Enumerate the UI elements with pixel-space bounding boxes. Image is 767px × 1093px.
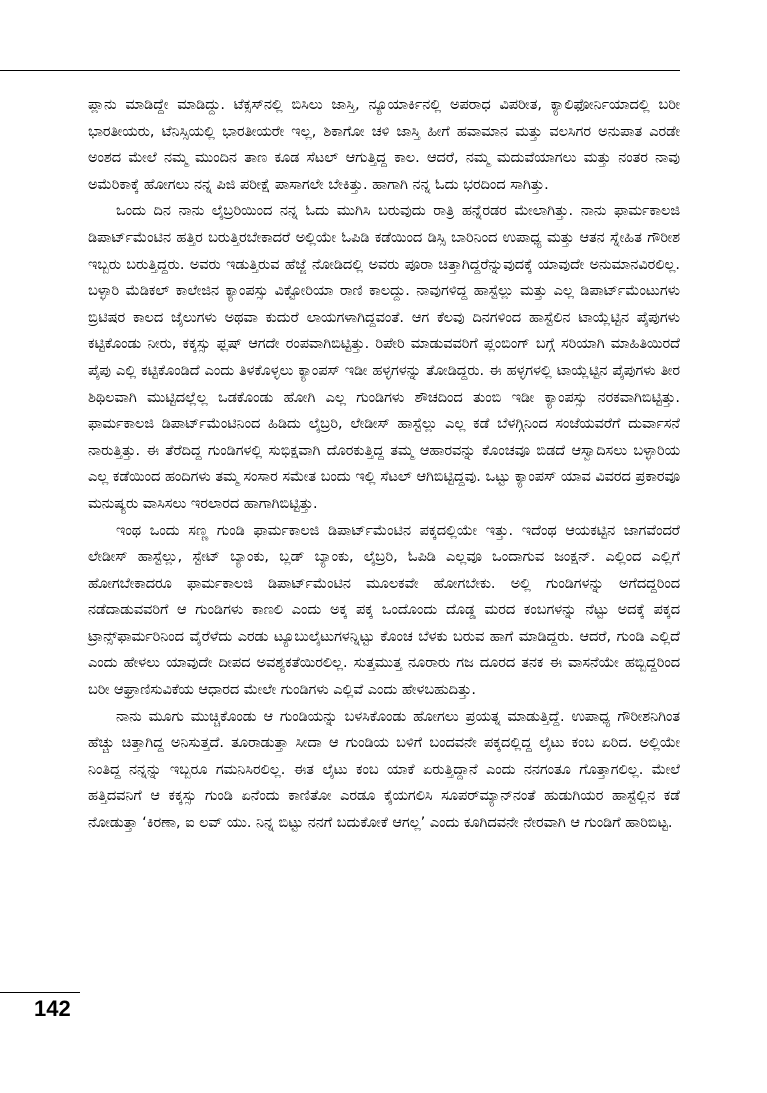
header-rule [0, 70, 680, 71]
paragraph-4: ನಾನು ಮೂಗು ಮುಚ್ಚಿಕೊಂಡು ಆ ಗುಂಡಿಯನ್ನು ಬಳಸಿಕೊಂಡು ಹೋಗಲು ಪ್ರಯತ್ನ ಮಾಡುತ್ತಿದ್ದೆ. ಉಪಾಧ್ಯ ಗೌರೀಶನಿಗಿಂತ ಹೆಚ್ಚು ಚಿತ್ತಾಗಿದ್ದ ಅನಿಸುತ್ತದೆ. ತೂರಾಡುತ್ತಾ ಸೀದಾ ಆ ಗುಂಡಿಯ ಬಳಿಗೆ ಬಂದವನೇ ಪಕ್ಕದಲ್ಲಿದ್ದ ಲೈಟು ಕಂಬ ಏರಿದ. ಅಲ್ಲಿಯೇ ನಿಂತಿದ್ದ ನನ್ನನ್ನು ಇಬ್ಬರೂ ಗಮನಿಸಿರಲಿಲ್ಲ. ಈತ ಲೈಟು ಕಂಬ ಯಾಕೆ ಏರುತ್ತಿದ್ದಾನೆ ಎಂದು ನನಗಂತೂ ಗೊತ್ತಾಗಲಿಲ್ಲ. ಮೇಲೆ ಹತ್ತಿದವನಿಗೆ ಆ ಕಕ್ಕಸ್ಸು ಗುಂಡಿ ಏನೆಂದು ಕಾಣಿತೋ ಎರಡೂ ಕೈಯಗಲಿಸಿ ಸೂಪರ್‌ಮ್ಯಾನ್‌ನಂತೆ ಹುಡುಗಿಯರ ಹಾಸ್ಟೆಲ್ಲಿನ ಕಡೆ ನೋಡುತ್ತಾ ‘ಕಿರಣಾ, ಐ ಲವ್ ಯು. ನಿನ್ನ ಬಿಟ್ಟು ನನಗೆ ಬದುಕೋಕೆ ಆಗಲ್ಲ’ ಎಂದು ಕೂಗಿದವನೇ ನೇರವಾಗಿ ಆ ಗುಂಡಿಗೆ ಹಾರಿಬಿಟ್ಟ. [88, 708, 680, 832]
footer-rule [0, 992, 80, 993]
body-text [88, 92, 680, 837]
paragraph-1: ಪ್ಲಾನು ಮಾಡಿದ್ದೇ ಮಾಡಿದ್ದು. ಟೆಕ್ಸಸ್‌ನಲ್ಲಿ ಬಿಸಿಲು ಜಾಸ್ತಿ, ನ್ಯೂಯಾರ್ಕಿನಲ್ಲಿ ಅಪರಾಧ ವಿಪರೀತ, ಕ್ಯಾಲಿಫೋರ್ನಿಯಾದಲ್ಲಿ ಬರೀ ಭಾರತೀಯರು, ಟೆನಿಸ್ಸಿಯಲ್ಲಿ ಭಾರತೀಯರೇ ಇಲ್ಲ, ಶಿಕಾಗೋ ಚಳಿ ಜಾಸ್ತಿ ಹೀಗೆ ಹವಾಮಾನ ಮತ್ತು ವಲಸಿಗರ ಅನುಪಾತ ಎರಡೇ ಅಂಶದ ಮೇಲೆ ನಮ್ಮ ಮುಂದಿನ ತಾಣ ಕೂಡ ಸೆಟಲ್ ಆಗುತ್ತಿದ್ದ ಕಾಲ. ಆದರೆ, ನಮ್ಮ ಮದುವೆಯಾಗಲು ಮತ್ತು ನಂತರ ನಾವು ಅಮೆರಿಕಾಕ್ಕೆ ಹೋಗಲು ನನ್ನ ಪಿಜಿ ಪರೀಕ್ಷೆ ಪಾಸಾಗಲೇ ಬೇಕಿತ್ತು. ಹಾಗಾಗಿ ನನ್ನ ಓದು ಭರದಿಂದ ಸಾಗಿತ್ತು. [88, 97, 680, 193]
paragraph-3: ಇಂಥ ಒಂದು ಸಣ್ಣ ಗುಂಡಿ ಫಾರ್ಮಕಾಲಜಿ ಡಿಪಾರ್ಟ್‌ಮೆಂಟಿನ ಪಕ್ಕದಲ್ಲಿಯೇ ಇತ್ತು. ಇದೆಂಥ ಆಯಕಟ್ಟಿನ ಜಾಗವೆಂದರೆ ಲೇಡೀಸ್ ಹಾಸ್ಟೆಲ್ಲು, ಸ್ಟೇಟ್ ಬ್ಯಾಂಕು, ಬ್ಲಡ್ ಬ್ಯಾಂಕು, ಲೈಬ್ರರಿ, ಓಪಿಡಿ ಎಲ್ಲವೂ ಒಂದಾಗುವ ಜಂಕ್ಷನ್. ಎಲ್ಲಿಂದ ಎಲ್ಲಿಗೆ ಹೋಗಬೇಕಾದರೂ ಫಾರ್ಮಕಾಲಜಿ ಡಿಪಾರ್ಟ್‌ಮೆಂಟಿನ ಮೂಲಕವೇ ಹೋಗಬೇಕು. ಅಲ್ಲಿ ಗುಂಡಿಗಳನ್ನು ಅಗೆದದ್ದರಿಂದ ನಡೆದಾಡುವವರಿಗೆ ಆ ಗುಂಡಿಗಳು ಕಾಣಲಿ ಎಂದು ಅಕ್ಕ ಪಕ್ಕ ಒಂದೊಂದು ದೊಡ್ಡ ಮರದ ಕಂಬಗಳನ್ನು ನೆಟ್ಟು ಅದಕ್ಕೆ ಪಕ್ಕದ ಟ್ರಾನ್ಸ್‌ಫಾರ್ಮರಿನಿಂದ ವೈರೆಳೆದು ಎರಡು ಟ್ಯೂಬುಲೈಟುಗಳನ್ನಿಟ್ಟು ಕೊಂಚ ಬೆಳಕು ಬರುವ ಹಾಗೆ ಮಾಡಿದ್ದರು. ಆದರೆ, ಗುಂಡಿ ಎಲ್ಲಿದೆ ಎಂದು ಹೇಳಲು ಯಾವುದೇ ದೀಪದ ಅವಶ್ಯಕತೆಯಿರಲಿಲ್ಲ. ಸುತ್ತಮುತ್ತ ನೂರಾರು ಗಜ ದೂರದ ತನಕ ಈ ವಾಸನೆಯೇ ಹಬ್ಬಿದ್ದರಿಂದ ಬರೀ ಆಘ್ರಾಣಿಸುವಿಕೆಯ ಆಧಾರದ ಮೇಲೇ ಗುಂಡಿಗಳು ಎಲ್ಲಿವೆ ಎಂದು ಹೇಳಬಹುದಿತ್ತು. [88, 522, 680, 699]
page-number: 142 [34, 996, 71, 1021]
paragraph-2: ಒಂದು ದಿನ ನಾನು ಲೈಬ್ರರಿಯಿಂದ ನನ್ನ ಓದು ಮುಗಿಸಿ ಬರುವುದು ರಾತ್ರಿ ಹನ್ನೆರಡರ ಮೇಲಾಗಿತ್ತು. ನಾನು ಫಾರ್ಮಕಾಲಜಿ ಡಿಪಾರ್ಟ್‌ಮೆಂಟಿನ ಹತ್ತಿರ ಬರುತ್ತಿರಬೇಕಾದರೆ ಅಲ್ಲಿಯೇ ಓಪಿಡಿ ಕಡೆಯಿಂದ ಡಿಸ್ಸಿ ಬಾರಿನಿಂದ ಉಪಾಧ್ಯ ಮತ್ತು ಆತನ ಸ್ನೇಹಿತ ಗೌರೀಶ ಇಬ್ಬರು ಬರುತ್ತಿದ್ದರು. ಅವರು ಇಡುತ್ತಿರುವ ಹೆಜ್ಜೆ ನೋಡಿದಲ್ಲಿ ಅವರು ಪೂರಾ ಚಿತ್ತಾಗಿದ್ದರೆನ್ನುವುದಕ್ಕೆ ಯಾವುದೇ ಅನುಮಾನವಿರಲಿಲ್ಲ. ಬಳ್ಳಾರಿ ಮೆಡಿಕಲ್ ಕಾಲೇಜಿನ ಕ್ಯಾಂಪಸ್ಸು ವಿಕ್ಟೋರಿಯಾ ರಾಣಿ ಕಾಲದ್ದು. ನಾವುಗಳಿದ್ದ ಹಾಸ್ಟೆಲ್ಲು ಮತ್ತು ಎಲ್ಲ ಡಿಪಾರ್ಟ್‌ಮೆಂಟುಗಳು ಬ್ರಿಟಿಷರ ಕಾಲದ ಜೈಲುಗಳು ಅಥವಾ ಕುದುರೆ ಲಾಯಗಳಾಗಿದ್ದವಂತೆ. ಆಗ ಕೆಲವು ದಿನಗಳಿಂದ ಹಾಸ್ಟೆಲಿನ ಟಾಯ್ಲೆಟ್ಟಿನ ಪೈಪುಗಳು ಕಟ್ಟಿಕೊಂಡು ನೀರು, ಕಕ್ಕಸ್ಸು ಫ್ಲಷ್ ಆಗದೇ ರಂಪವಾಗಿಬಿಟ್ಟಿತ್ತು. ರಿಪೇರಿ ಮಾಡುವವರಿಗೆ ಪ್ಲಂಬಿಂಗ್ ಬಗ್ಗೆ ಸರಿಯಾಗಿ ಮಾಹಿತಿಯಿರದೆ ಪೈಪು ಎಲ್ಲಿ ಕಟ್ಟಿಕೊಂಡಿದೆ ಎಂದು ತಿಳಕೊಳ್ಳಲು ಕ್ಯಾಂಪಸ್ ಇಡೀ ಹಳ್ಳಗಳನ್ನು ತೋಡಿದ್ದರು. ಈ ಹಳ್ಳಗಳಲ್ಲಿ ಟಾಯ್ಲೆಟ್ಟಿನ ಪೈಪುಗಳು ತೀರ ಶಿಥಿಲವಾಗಿ ಮುಟ್ಟಿದಲ್ಲೆಲ್ಲ ಒಡಕೊಂಡು ಹೋಗಿ ಎಲ್ಲ ಗುಂಡಿಗಳು ಶೌಚದಿಂದ ತುಂಬಿ ಇಡೀ ಕ್ಯಾಂಪಸ್ಸು ನರಕವಾಗಿಬಿಟ್ಟಿತ್ತು. ಫಾರ್ಮಕಾಲಜಿ ಡಿಪಾರ್ಟ್‌ಮೆಂಟಿನಿಂದ ಹಿಡಿದು ಲೈಬ್ರರಿ, ಲೇಡೀಸ್ ಹಾಸ್ಟೆಲ್ಲು ಎಲ್ಲ ಕಡೆ ಬೆಳಗ್ಗಿನಿಂದ ಸಂಜೆಯವರೆಗೆ ದುರ್ವಾಸನೆ ನಾರುತ್ತಿತ್ತು. ಈ ತೆರೆದಿದ್ದ ಗುಂಡಿಗಳಲ್ಲಿ ಸುಭಿಕ್ಷವಾಗಿ ದೊರಕುತ್ತಿದ್ದ ತಮ್ಮ ಆಹಾರವನ್ನು ಕೊಂಚವೂ ಬಿಡದೆ ಆಸ್ವಾದಿಸಲು ಬಳ್ಳಾರಿಯ ಎಲ್ಲ ಕಡೆಯಿಂದ ಹಂದಿಗಳು ತಮ್ಮ ಸಂಸಾರ ಸಮೇತ ಬಂದು ಇಲ್ಲಿ ಸೆಟಲ್ ಆಗಿಬಿಟ್ಟಿದ್ದವು. ಒಟ್ಟು ಕ್ಯಾಂಪಸ್ ಯಾವ ವಿವರದ ಪ್ರಕಾರವೂ ಮನುಷ್ಯರು ವಾಸಿಸಲು ಇರಲಾರದ ಹಾಗಾಗಿಬಿಟ್ಟಿತ್ತು. [88, 203, 680, 512]
